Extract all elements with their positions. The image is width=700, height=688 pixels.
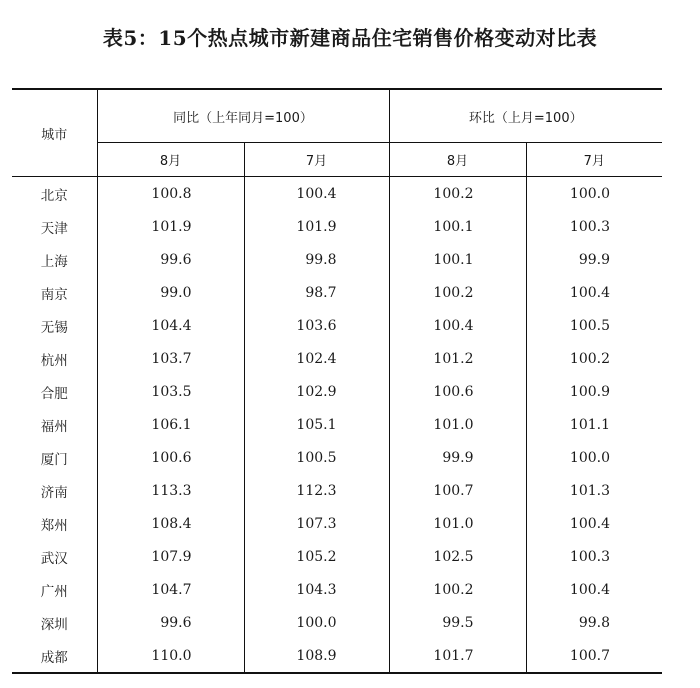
yoy-jul-cell: 103.6 [244,309,389,342]
price-comparison-table [12,88,662,674]
mom-aug-cell: 100.1 [389,210,526,243]
table-row [12,639,662,673]
yoy-aug-cell: 100.8 [97,177,244,211]
table-row [12,375,662,408]
mom-aug-cell: 100.1 [389,243,526,276]
city-name-cell: 南京 [12,276,97,309]
yoy-jul-cell: 102.4 [244,342,389,375]
table-row [12,309,662,342]
mom-jul-header: 7月 [526,143,662,177]
mom-aug-cell: 100.6 [389,375,526,408]
city-name-cell: 深圳 [12,606,97,639]
city-name-cell: 广州 [12,573,97,606]
mom-jul-cell: 100.3 [569,218,610,235]
mom-aug-cell: 100.7 [389,474,526,507]
yoy-jul-cell: 100.4 [244,177,389,211]
yoy-jul-cell: 99.8 [244,243,389,276]
mom-aug-cell: 102.5 [389,540,526,573]
yoy-jul-cell: 100.5 [244,441,389,474]
mom-jul-cell: 101.1 [569,416,610,433]
mom-jul-cell: 100.2 [569,350,610,367]
yoy-aug-cell: 106.1 [97,408,244,441]
yoy-aug-cell: 99.0 [97,276,244,309]
table-row [12,177,662,211]
city-name-cell: 厦门 [12,441,97,474]
mom-jul-cell: 100.3 [569,548,610,565]
mom-aug-cell: 99.5 [389,606,526,639]
table-row [12,276,662,309]
yoy-jul-cell: 100.0 [244,606,389,639]
mom-jul-cell: 100.4 [569,581,610,598]
city-name-cell: 济南 [12,474,97,507]
yoy-jul-cell: 98.7 [244,276,389,309]
table-row [12,408,662,441]
city-name-cell: 合肥 [12,375,97,408]
mom-aug-cell: 101.0 [389,408,526,441]
mom-jul-cell: 99.9 [578,251,610,268]
yoy-aug-cell: 104.7 [97,573,244,606]
table-row [12,342,662,375]
table-header [12,89,662,177]
mom-aug-header: 8月 [389,143,526,177]
yoy-jul-header: 7月 [244,143,389,177]
mom-aug-cell: 100.2 [389,573,526,606]
yoy-jul-cell: 105.2 [244,540,389,573]
table-row [12,540,662,573]
table-row [12,573,662,606]
mom-jul-cell: 100.9 [569,383,610,400]
yoy-aug-cell: 108.4 [97,507,244,540]
city-name-cell: 杭州 [12,342,97,375]
yoy-aug-cell: 107.9 [97,540,244,573]
yoy-jul-cell: 101.9 [244,210,389,243]
table-row [12,507,662,540]
city-column-header: 城市 [12,89,97,177]
city-name-cell: 上海 [12,243,97,276]
table-row [12,474,662,507]
mom-jul-cell: 100.4 [569,284,610,301]
yoy-group-header: 同比（上年同月=100） [97,89,389,143]
mom-jul-cell: 99.8 [578,614,610,631]
mom-aug-cell: 100.2 [389,177,526,211]
yoy-jul-cell: 108.9 [244,639,389,673]
mom-aug-cell: 101.2 [389,342,526,375]
mom-jul-cell: 100.5 [569,317,610,334]
city-name-cell: 武汉 [12,540,97,573]
table-row [12,243,662,276]
table-row [12,441,662,474]
mom-aug-cell: 99.9 [389,441,526,474]
yoy-jul-cell: 112.3 [244,474,389,507]
mom-aug-cell: 100.4 [389,309,526,342]
yoy-aug-cell: 103.7 [97,342,244,375]
city-name-cell: 福州 [12,408,97,441]
mom-jul-cell: 100.4 [569,515,610,532]
yoy-aug-cell: 100.6 [97,441,244,474]
table-row [12,210,662,243]
city-name-cell: 郑州 [12,507,97,540]
yoy-jul-cell: 102.9 [244,375,389,408]
yoy-jul-cell: 105.1 [244,408,389,441]
city-name-cell: 天津 [12,210,97,243]
yoy-aug-header: 8月 [97,143,244,177]
mom-jul-cell: 100.0 [569,185,610,202]
mom-aug-cell: 100.2 [389,276,526,309]
table-body [12,177,662,674]
yoy-jul-cell: 104.3 [244,573,389,606]
city-name-cell: 北京 [12,177,97,211]
mom-aug-cell: 101.7 [389,639,526,673]
yoy-aug-cell: 113.3 [97,474,244,507]
yoy-aug-cell: 101.9 [97,210,244,243]
mom-jul-cell: 100.0 [569,449,610,466]
yoy-aug-cell: 99.6 [97,243,244,276]
city-name-cell: 无锡 [12,309,97,342]
yoy-jul-cell: 107.3 [244,507,389,540]
mom-group-header: 环比（上月=100） [389,89,662,143]
yoy-aug-cell: 110.0 [97,639,244,673]
city-name-cell: 成都 [12,639,97,673]
mom-aug-cell: 101.0 [389,507,526,540]
yoy-aug-cell: 99.6 [97,606,244,639]
yoy-aug-cell: 103.5 [97,375,244,408]
mom-jul-cell: 100.7 [526,639,662,673]
yoy-aug-cell: 104.4 [97,309,244,342]
table-title: 表5：15个热点城市新建商品住宅销售价格变动对比表 [102,26,598,50]
mom-jul-cell: 101.3 [569,482,610,499]
table-row [12,606,662,639]
